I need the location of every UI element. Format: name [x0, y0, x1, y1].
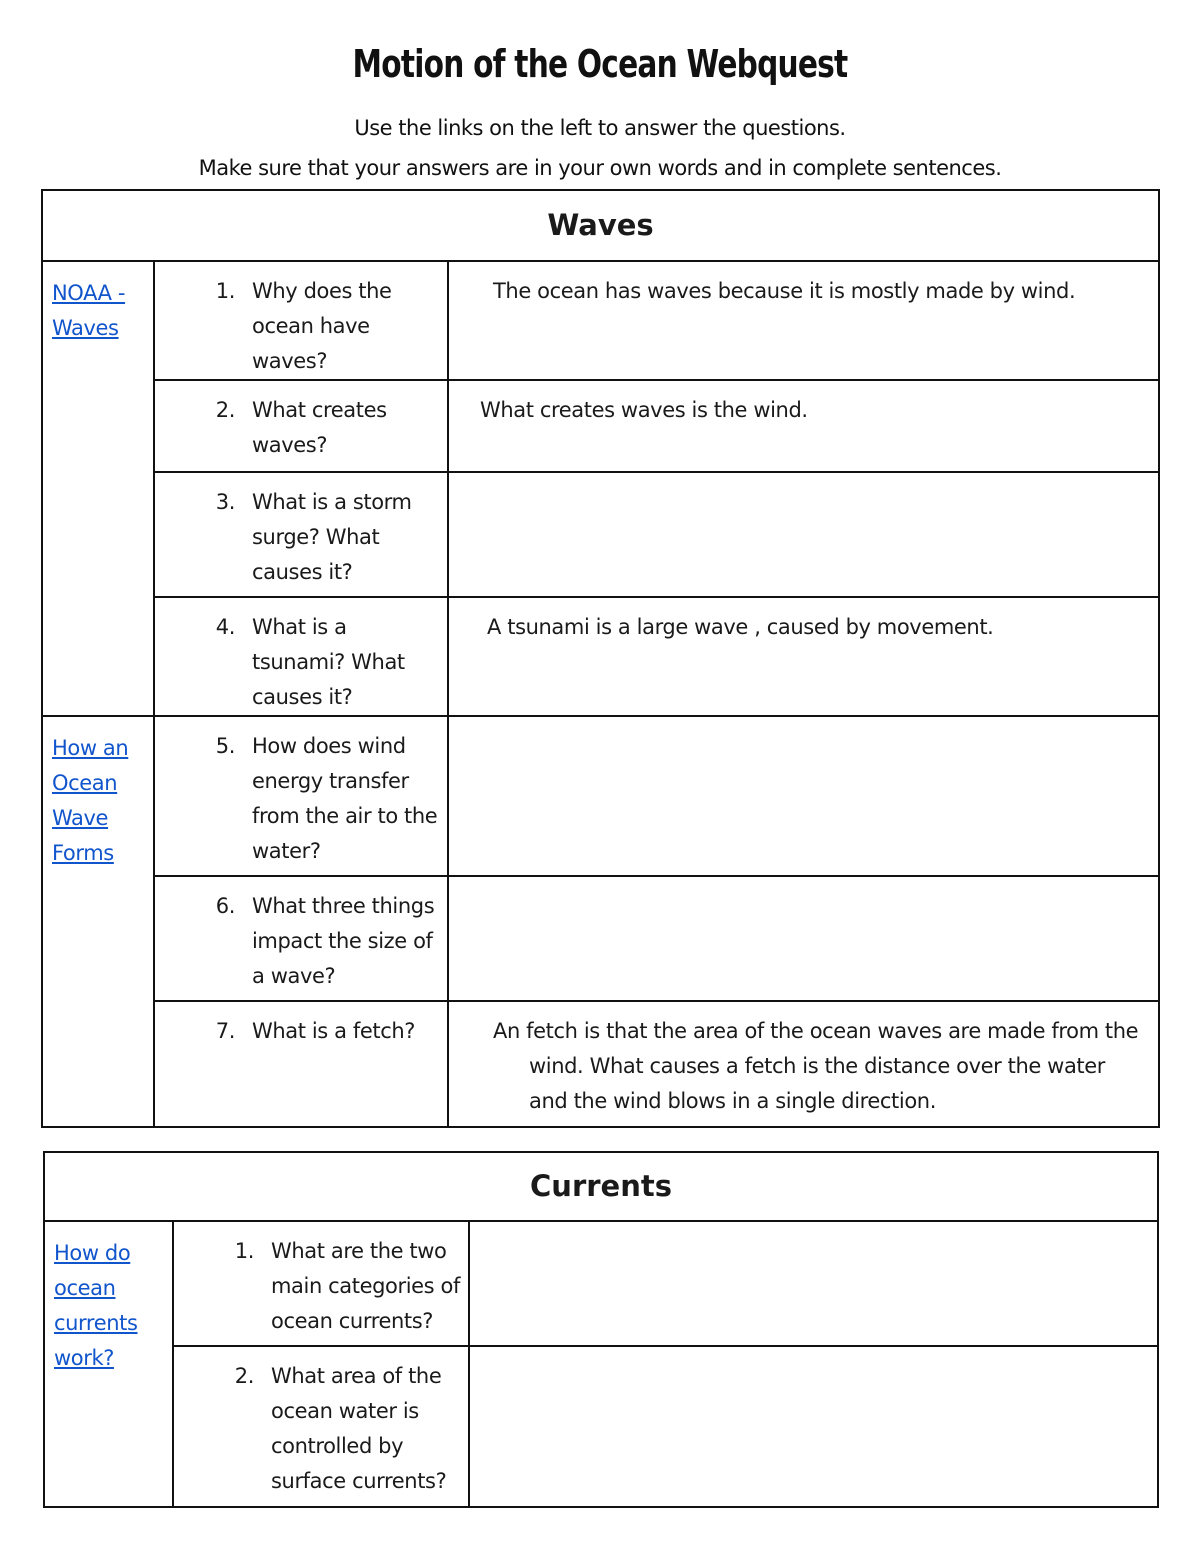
question-number: 1.: [234, 1239, 254, 1263]
answer-cell[interactable]: [448, 380, 1159, 472]
question-text: What is a tsunami? What causes it?: [252, 615, 405, 709]
answer-text: [449, 717, 1158, 729]
how-ocean-currents-work-link[interactable]: How do ocean currents work?: [54, 1241, 138, 1370]
question-cell: [154, 716, 448, 876]
link-cell-wave-forms: [42, 716, 154, 1127]
answer-cell[interactable]: [448, 261, 1159, 380]
link-cell-currents: [44, 1221, 173, 1507]
answer-text: [470, 1222, 1157, 1234]
answer-text: An fetch is that the area of the ocean waves are made from the wind. What causes a fetch is the distance over the water and the wind blows in a single direction.: [493, 1019, 1139, 1113]
answer-cell[interactable]: [469, 1221, 1158, 1346]
question-number: 4.: [215, 615, 235, 639]
answer-cell[interactable]: [448, 472, 1159, 597]
answer-text: What creates waves is the wind.: [480, 398, 808, 422]
question-text: What is a storm surge? What causes it?: [252, 490, 412, 584]
question-number: 2.: [234, 1364, 254, 1388]
question-number: 7.: [215, 1019, 235, 1043]
answer-text: [470, 1347, 1157, 1359]
question-text: What is a fetch?: [252, 1019, 415, 1043]
question-text: What area of the ocean water is controlled by surface currents?: [271, 1364, 447, 1493]
instruction-line-1: Use the links on the left to answer the questions.: [354, 116, 846, 140]
link-cell-noaa: [42, 261, 154, 716]
page-title: Motion of the Ocean Webquest: [352, 42, 848, 86]
question-text: How does wind energy transfer from the air to the water?: [252, 734, 438, 863]
question-cell: [173, 1346, 469, 1507]
how-ocean-wave-forms-link[interactable]: How an Ocean Wave Forms: [52, 736, 129, 865]
currents-table: [43, 1151, 1159, 1508]
answer-cell[interactable]: [448, 716, 1159, 876]
question-cell: [154, 876, 448, 1001]
question-cell: [154, 1001, 448, 1127]
question-cell: [154, 261, 448, 380]
question-text: What are the two main categories of ocean currents?: [271, 1239, 460, 1333]
waves-heading: Waves: [42, 190, 1159, 261]
waves-table: [41, 189, 1160, 1128]
question-cell: [154, 597, 448, 716]
question-number: 3.: [215, 490, 235, 514]
answer-cell[interactable]: [448, 597, 1159, 716]
question-cell: [154, 380, 448, 472]
answer-text: [449, 877, 1158, 889]
noaa-waves-link[interactable]: NOAA - Waves: [52, 281, 126, 340]
question-number: 2.: [215, 398, 235, 422]
question-text: Why does the ocean have waves?: [252, 279, 392, 373]
question-number: 6.: [215, 894, 235, 918]
question-number: 5.: [215, 734, 235, 758]
question-number: 1.: [215, 279, 235, 303]
question-text: What creates waves?: [252, 398, 387, 457]
answer-text: [449, 473, 1158, 485]
answer-cell[interactable]: [469, 1346, 1158, 1507]
answer-text: A tsunami is a large wave , caused by movement.: [487, 615, 994, 639]
answer-text: The ocean has waves because it is mostly made by wind.: [493, 279, 1076, 303]
instruction-line-2: Make sure that your answers are in your own words and in complete sentences.: [198, 156, 1002, 180]
answer-cell[interactable]: [448, 876, 1159, 1001]
question-text: What three things impact the size of a wave?: [252, 894, 435, 988]
question-cell: [173, 1221, 469, 1346]
currents-heading: Currents: [44, 1152, 1158, 1221]
answer-cell[interactable]: [448, 1001, 1159, 1127]
question-cell: [154, 472, 448, 597]
